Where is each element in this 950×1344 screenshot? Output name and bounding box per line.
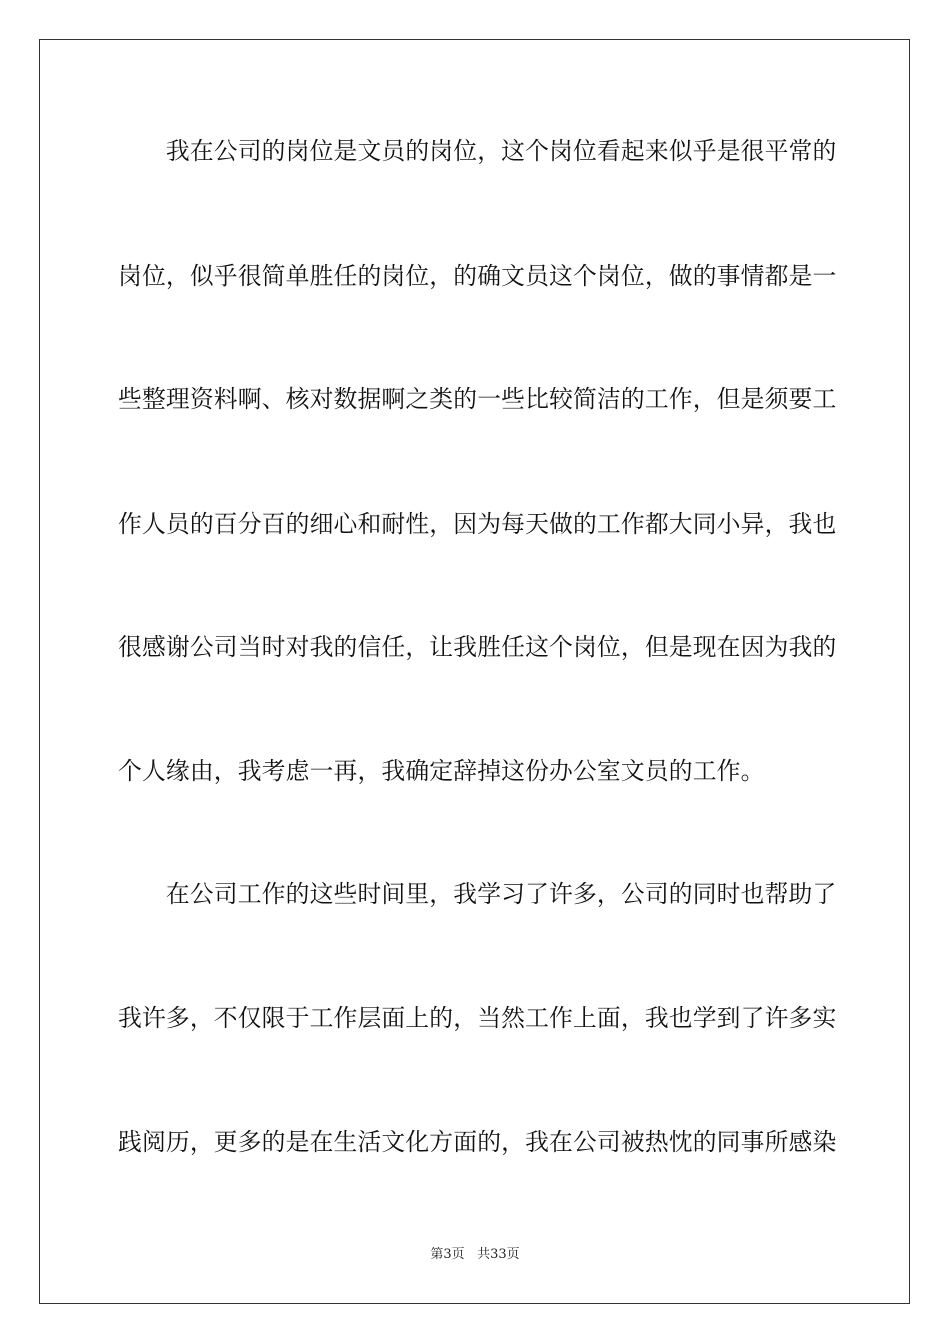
text-line-1: 我在公司的岗位是文员的岗位，这个岗位看起来似乎是很平常的 xyxy=(118,137,837,165)
page-total: 共33页 xyxy=(477,1247,520,1262)
text-line-8: 我许多，不仅限于工作层面上的，当然工作上面，我也学到了许多实 xyxy=(118,1004,837,1032)
text-line-5: 很感谢公司当时对我的信任，让我胜任这个岗位，但是现在因为我的 xyxy=(118,633,837,661)
text-line-2: 岗位，似乎很简单胜任的岗位，的确文员这个岗位，做的事情都是一 xyxy=(118,262,837,290)
page-footer xyxy=(0,1246,950,1264)
text-line-9: 践阅历，更多的是在生活文化方面的，我在公司被热忱的同事所感染 xyxy=(118,1128,837,1156)
text-line-4: 作人员的百分百的细心和耐性，因为每天做的工作都大同小异，我也 xyxy=(118,510,837,538)
text-line-6: 个人缘由，我考虑一再，我确定辞掉这份办公室文员的工作。 xyxy=(118,757,765,785)
page-number: 第3页 xyxy=(430,1247,465,1262)
text-line-7: 在公司工作的这些时间里，我学习了许多，公司的同时也帮助了 xyxy=(118,880,837,908)
page-border xyxy=(39,39,910,1304)
text-line-3: 些整理资料啊、核对数据啊之类的一些比较简洁的工作，但是须要工 xyxy=(118,385,837,413)
